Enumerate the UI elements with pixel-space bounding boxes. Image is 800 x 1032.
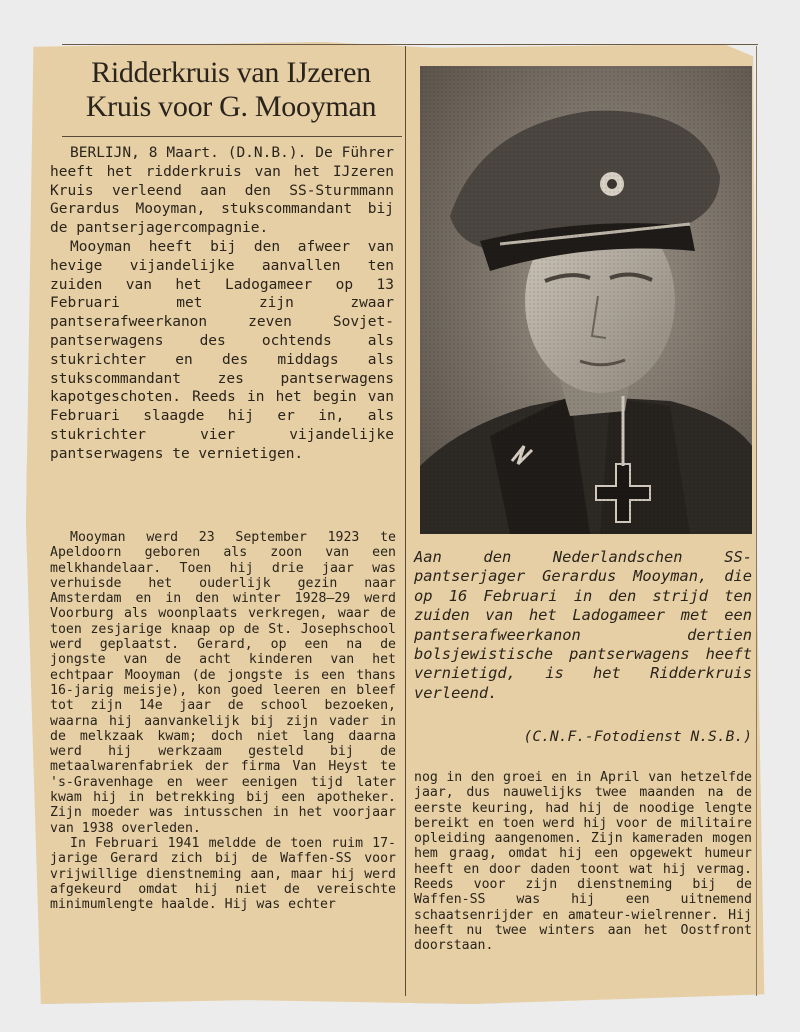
lead-text	[50, 144, 394, 464]
body-text	[50, 530, 396, 912]
lead-paragraph-2: Mooyman heeft bij den afweer van hevige vijandelijke aanvallen ten zuiden van het Ladogameer op 13 Februari met zijn zwaar pantserafweerkanon zeven Sovjet-pantserwagens des ochtends als stukrichter en des middags als stukscommandant zes pantserwagens kapotgeschoten. Reeds in het begin van Februari slaagde hij er in, als stukrichter vier vijandelijke pantserwagens te vernietigen.	[50, 238, 394, 462]
body-paragraph-1: Mooyman werd 23 September 1923 te Apeldoorn geboren als zoon van een melkhandelaar. Toen hij drie jaar was verhuisde het ouderlijk gezin naar Amsterdam en in den winter 1928—29 werd Voorburg als woonplaats verkregen, waar de toen zesjarige knaap op de St. Josephschool werd geplaatst. Gerard, op een na de jongste van de acht kinderen van het echtpaar Mooyman (de jongste is een thans 16-jarig meisje), kon goed leeren en bleef tot zijn 14e jaar de school bezoeken, waarna hij aanvankelijk bij zijn vader in de melkzaak kwam; doch niet lang daarna werd hij werkzaam gesteld bij de metaalwarenfabriek der firma Van Heyst te 's-Gravenhage en weer eenigen tijd later kwam hij in betrekking bij een apotheker. Zijn moeder was intusschen in het voorjaar van 1938 overleden.	[50, 530, 396, 836]
body-paragraph-2: In Februari 1941 meldde de toen ruim 17-jarige Gerard zich bij de Waffen-SS voor vrijwillige dienstneming aan, maar hij werd afgekeurd omdat hij niet de vereischte minimumlengte haalde. Hij was echter	[50, 835, 396, 913]
headline-line-1: Ridderkruis van IJzeren	[91, 56, 371, 89]
lead-paragraph-1: BERLIJN, 8 Maart. (D.N.B.). De Führer heeft het ridderkruis van het IJzeren Kruis verleend aan den SS-Sturmmann Gerardus Mooyman, stukscommandant bij de pantserjagercompagnie.	[50, 145, 394, 237]
photo-caption: Aan den Nederlandschen SS-pantserjager Gerardus Mooyman, die op 16 Februari in den strijd ten zuiden van het Ladogameer met een pantserafweerkanon dertien bolsjewistische pantserwagens heeft vernietigd, is het Ridderkruis verleend.	[414, 548, 752, 702]
right-border	[756, 46, 757, 996]
article-headline	[66, 56, 396, 124]
portrait-photo	[420, 66, 752, 534]
headline-line-2: Kruis voor G. Mooyman	[85, 90, 377, 123]
right-column-text: nog in den groei en in April van hetzelfde jaar, dus nauwelijks twee maanden na de eerste keuring, had hij de noodige lengte bereikt en toen werd hij voor de militaire opleiding aangenomen. Zijn kameraden mogen hem graag, omdat hij een opgewekt humeur heeft en door daden toont wat hij vermag. Reeds voor zijn dienstneming bij de Waffen-SS was hij een uitnemend schaatsenrijder en amateur-wielrenner. Hij heeft nu twee winters aan het Oostfront doorstaan.	[414, 770, 752, 954]
soldier-portrait-image	[420, 66, 752, 534]
column-divider	[405, 46, 406, 996]
photo-credit: (C.N.F.-Fotodienst N.S.B.)	[523, 728, 752, 745]
headline-rule	[62, 136, 402, 137]
top-rule	[62, 44, 758, 45]
